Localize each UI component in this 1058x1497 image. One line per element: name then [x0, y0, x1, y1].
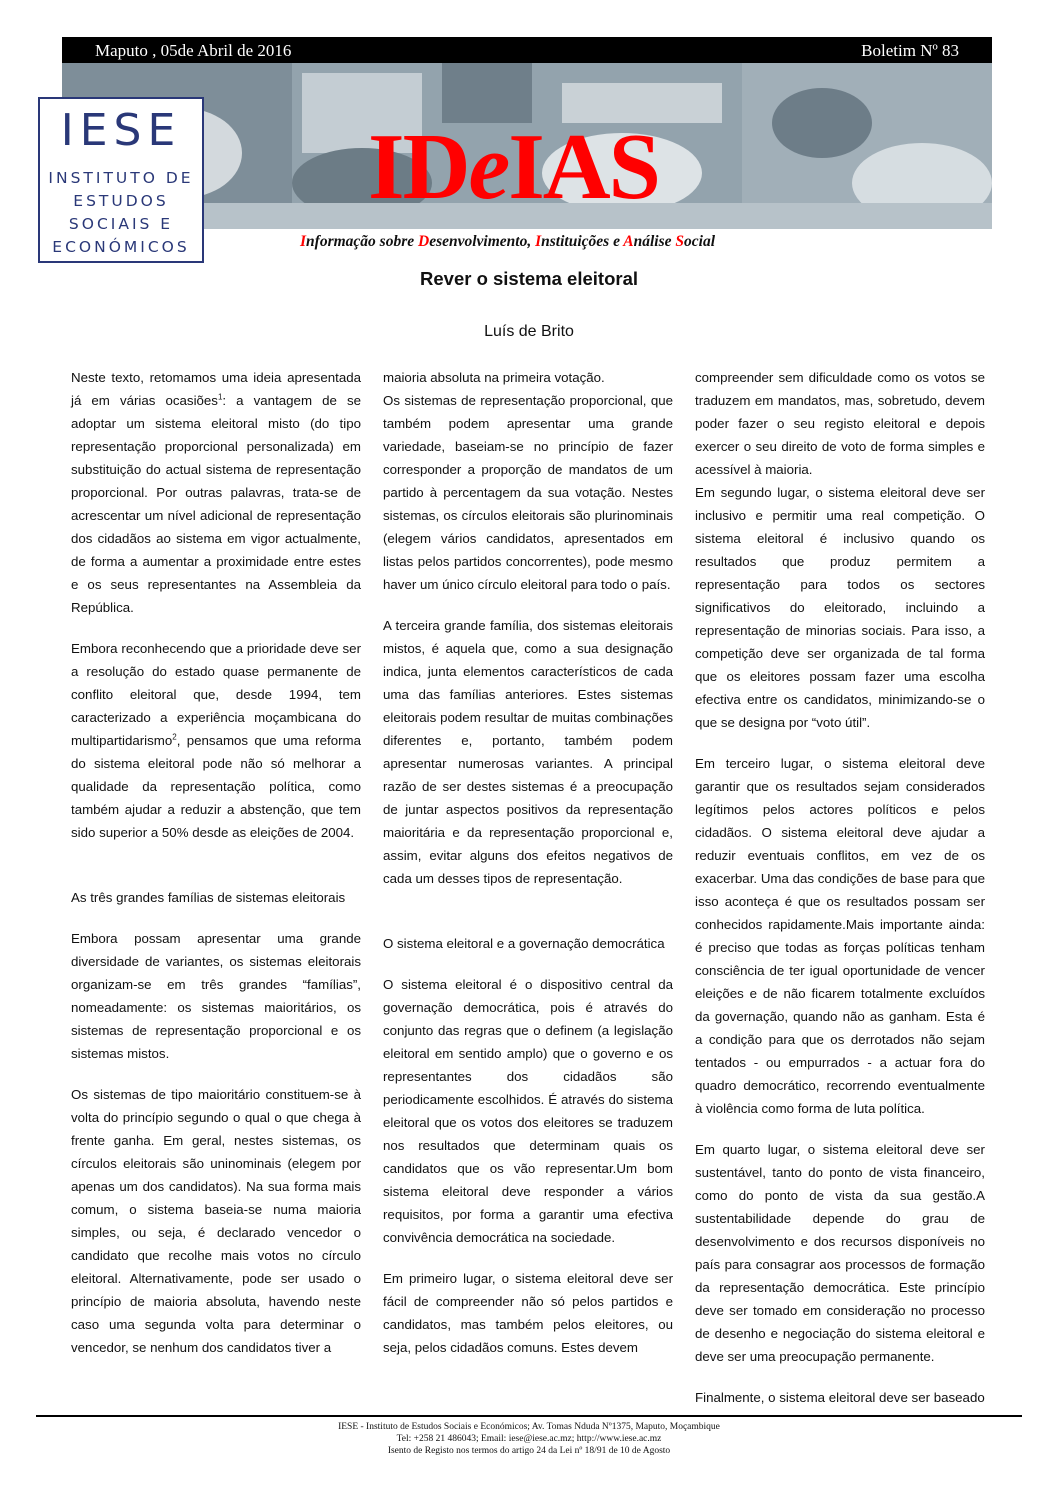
paragraph: Em terceiro lugar, o sistema eleitoral deve garantir que os resultados sejam considerados legítimos pelos actores políticos e pelos cidadãos. O sistema eleitoral deve ajudar a reduzir eventuais conflitos, em vez de os exacerbar. Uma das condições de base para que isso aconteça é que os resultados possam ser conhecidos rapidamente.Mais importante ainda: é preciso que todas as forças políticas tenham consciência de ter igual oportunidade de vencer eleições e de não ficarem totalmente excluídos da governação, quando não as ganham. Esta é a condição para que os derrotados não sejam tentados - ou empurrados - a actuar fora do quadro democrático, recorrendo eventualmente à violência como forma de luta política.: [695, 756, 985, 1116]
article-column-2: [383, 366, 673, 1359]
footer-address: IESE - Instituto de Estudos Sociais e Económicos; Av. Tomas Nduda Nº1375, Maputo, Moçambique: [338, 1422, 720, 1432]
logo-line: ESTUDOS: [73, 192, 169, 210]
paragraph: Embora reconhecendo que a prioridade deve ser a resolução do estado quase permanente de conflito eleitoral que, desde 1994, tem caracterizado a experiência moçambicana do multipartidarismo$^2$, pensamos que uma reforma do sistema eleitoral pode não só melhorar a qualidade da representação política, como também ajudar a reduzir a abstenção, que tem sido superior a 50% desde as eleições de 2004.: [71, 641, 361, 840]
brand-tagline: Informação sobre Desenvolvimento, Instituições e Análise Social: [300, 233, 716, 250]
footnote-ref-2[interactable]: 2: [172, 732, 177, 742]
page-footer: [0, 1421, 1058, 1457]
logo-line: SOCIAIS E: [68, 215, 174, 233]
bulletin-brand: [368, 115, 659, 219]
issue-date: Maputo , 05de Abril de 2016: [95, 41, 292, 60]
footer-contacts[interactable]: Tel: +258 21 486043; Email: iese@iese.ac.mz; http://www.iese.ac.mz: [396, 1434, 662, 1444]
paragraph: Neste texto, retomamos uma ideia apresentada já em várias ocasiões$^1$: a vantagem de se adoptar um sistema eleitoral misto (do tipo representação proporcional personalizada) em substituição do actual sistema de representação proporcional. Por outras palavras, trata-se de acrescentar um nível adicional de representação dos cidadãos ao sistema em vigor actualmente, de forma a aumentar a proximidade entre estes e os seus representantes na Assembleia da República.: [71, 370, 361, 615]
paragraph: Em segundo lugar, o sistema eleitoral deve ser inclusivo e permitir uma real competição. O sistema eleitoral é inclusivo quando os resultados que produz permitem a representação para todos os sectores significativos do eleitorado, incluindo a representação de minorias sociais. Para isso, a competição deve ser organizada de tal forma que os eleitores possam fazer uma escolha efectiva entre os candidatos, minimizando-se o que se designa por “voto útil”.: [695, 485, 985, 730]
logo-line: INSTITUTO DE: [48, 169, 194, 187]
article-author: Luís de Brito: [484, 323, 574, 340]
footnote-ref-1[interactable]: 1: [217, 392, 223, 402]
paragraph: Em quarto lugar, o sistema eleitoral deve ser sustentável, tanto do ponto de vista financeiro, como do ponto de vista da sua gestão.A sustentabilidade depende do grau de desenvolvimento e dos recursos disponíveis no país para consagrar aos processos de formação da representação democrática. Este princípio deve ser tomado em consideração no processo de desenho e negociação do sistema eleitoral e deve ser uma preocupação permanente.: [695, 1142, 985, 1364]
article-column-1: [71, 366, 361, 1359]
paragraph: compreender sem dificuldade como os votos se traduzem em mandatos, mas, sobretudo, devem poder fazer o seu registo eleitoral e depois exercer o seu direito de voto de forma simples e acessível à maioria.: [695, 370, 985, 477]
iese-logo: [38, 97, 204, 263]
paragraph: O sistema eleitoral é o dispositivo central da governação democrática, pois é através do conjunto das regras que o definem (a legislação eleitoral em sentido amplo) que o governo e os representantes dos cidadãos são periodicamente escolhidos. É através do sistema eleitoral que os votos dos eleitores se traduzem nos resultados que determinam quais os candidatos que os vão representar.Um bom sistema eleitoral deve responder a vários requisitos, por forma a garantir uma efectiva convivência democrática na sociedade.: [383, 977, 673, 1245]
brand-part: IAS: [508, 115, 659, 219]
footer-legal: Isento de Registo nos termos do artigo 24 da Lei nº 18/91 de 10 de Agosto: [387, 1446, 671, 1456]
logo-line: ECONÓMICOS: [52, 238, 190, 256]
paragraph: maioria absoluta na primeira votação.: [383, 370, 605, 385]
bulletin-number: Boletim Nº 83: [861, 41, 959, 60]
brand-part: ID: [368, 115, 469, 219]
footer-divider: [36, 1415, 1022, 1417]
paragraph: Embora possam apresentar uma grande diversidade de variantes, os sistemas eleitorais organizam-se em três grandes “famílias”, nomeadamente: os sistemas maioritários, os sistemas de representação proporcional e os sistemas mistos.: [71, 931, 361, 1061]
paragraph: Os sistemas de tipo maioritário constituem-se à volta do princípio segundo o qual o que chega à frente ganha. Em geral, nestes sistemas, os círculos eleitorais são uninominais (elegem por apenas um dos candidatos). Na sua forma mais comum, o sistema baseia-se numa maioria simples, ou seja, é declarado vencedor o candidato que recolhe mais votos no círculo eleitoral. Alternativamente, pode ser usado o princípio de maioria absoluta, havendo neste caso uma segunda volta para determinar o vencedor, se nenhum dos candidatos tiver a: [71, 1087, 361, 1355]
brand-part: e: [468, 115, 509, 219]
paragraph: Finalmente, o sistema eleitoral deve ser baseado: [695, 1390, 985, 1405]
section-heading: As três grandes famílias de sistemas eleitorais: [71, 890, 346, 905]
article-title: Rever o sistema eleitoral: [420, 268, 638, 289]
logo-acronym: IESE: [60, 105, 182, 156]
header-bar: [62, 37, 992, 63]
paragraph: A terceira grande família, dos sistemas eleitorais mistos, é aquela que, como a sua designação indica, junta elementos característicos de cada uma das famílias anteriores. Estes sistemas eleitorais podem resultar de muitas combinações diferentes e, portanto, também podem apresentar numerosas variantes. A principal razão de ser destes sistemas é a preocupação de juntar aspectos positivos da representação maioritária e da representação proporcional e, assim, evitar alguns dos efeitos negativos de cada um desses tipos de representação.: [383, 618, 673, 886]
section-heading: O sistema eleitoral e a governação democrática: [383, 936, 665, 951]
paragraph: Em primeiro lugar, o sistema eleitoral deve ser fácil de compreender não só pelos partidos e candidatos, mas também pelos eleitores, ou seja, pelos cidadãos comuns. Estes devem: [383, 1271, 673, 1355]
article-column-3: [695, 366, 985, 1409]
paragraph: Os sistemas de representação proporcional, que também podem apresentar uma grande variedade, baseiam-se no princípio de fazer corresponder a proporção de mandatos de um partido à percentagem da sua votação. Nestes sistemas, os círculos eleitorais são plurinominais (elegem vários candidatos, apresentados em listas pelos partidos concorrentes), pode mesmo haver um único círculo eleitoral para todo o país.: [383, 393, 673, 592]
